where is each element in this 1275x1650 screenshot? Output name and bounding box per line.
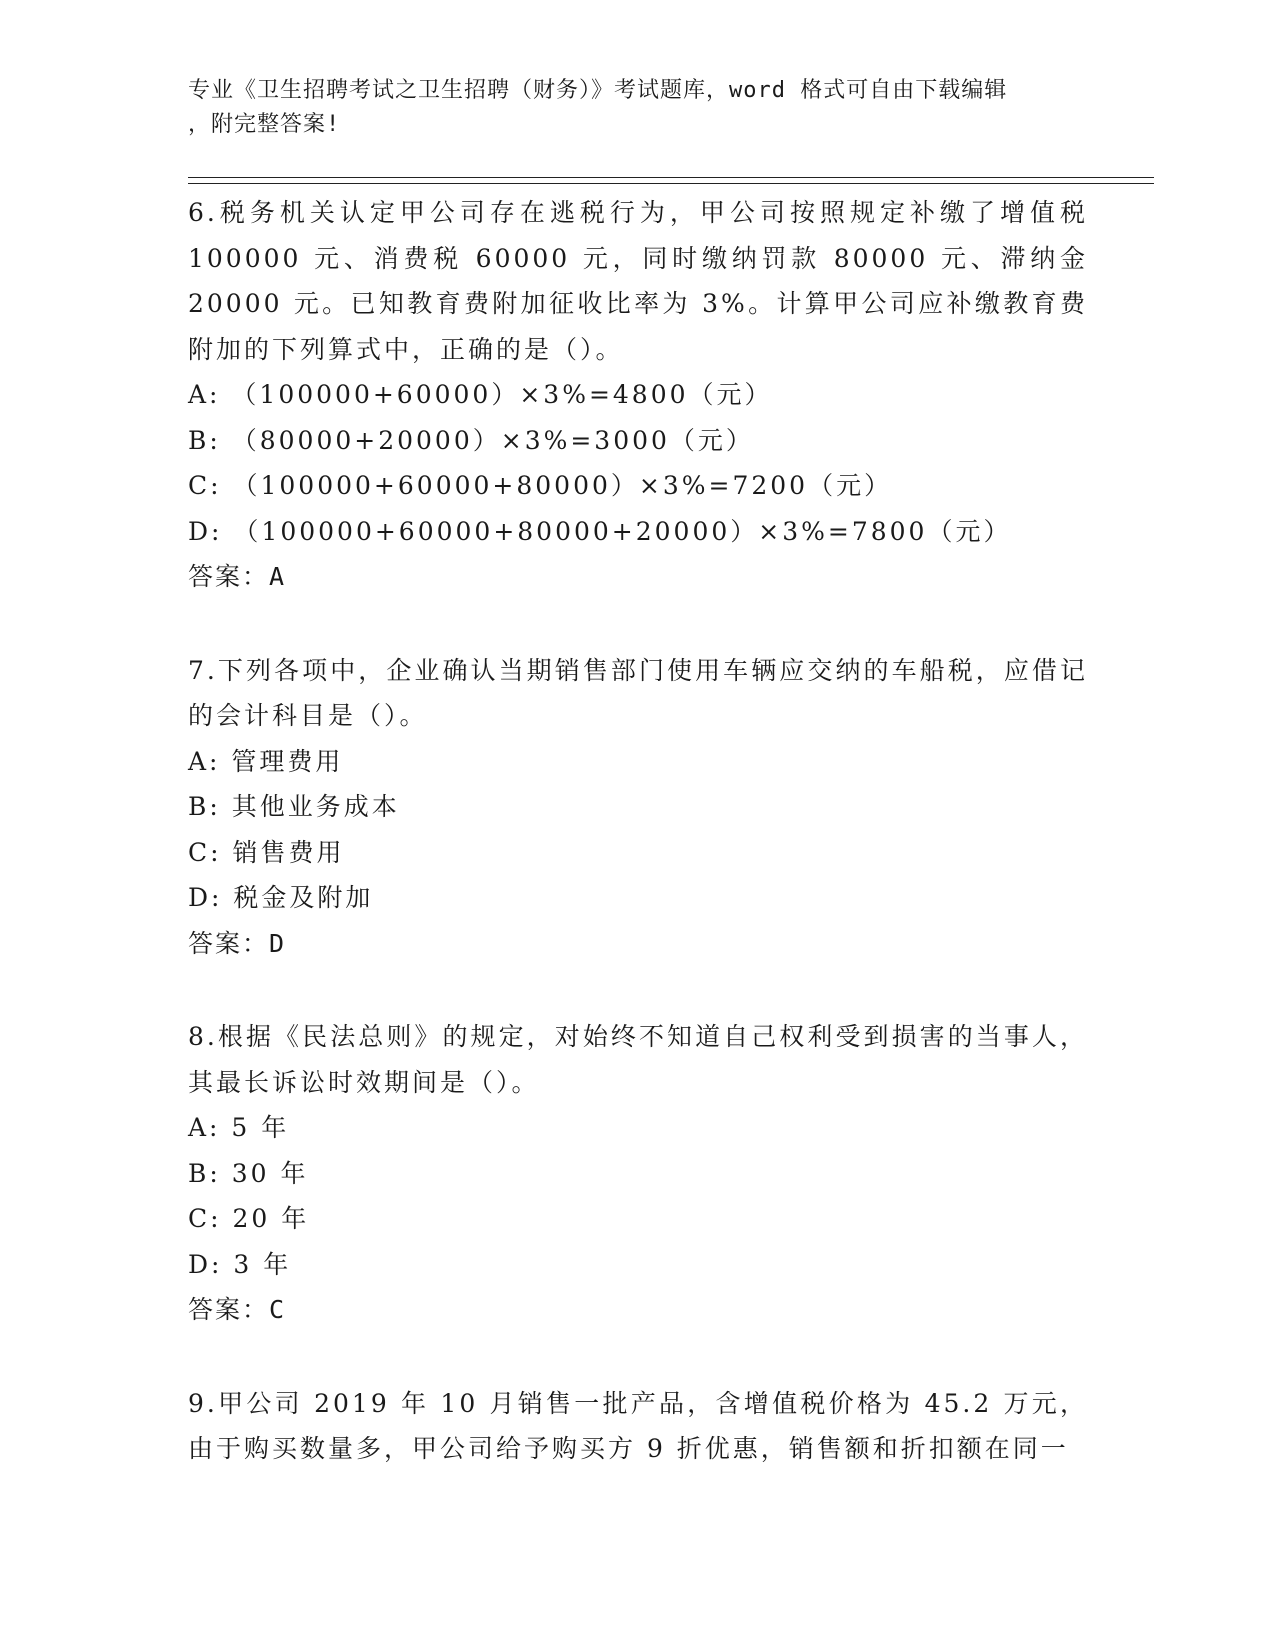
question-stem: 7.下列各项中，企业确认当期销售部门使用车辆应交纳的车船税，应借记的会计科目是（）。 xyxy=(188,655,1088,730)
question-8 xyxy=(188,1014,1088,1333)
option-d: D: 3 年 xyxy=(188,1249,292,1279)
option-a: A: 管理费用 xyxy=(188,746,344,776)
option-b: B: 30 年 xyxy=(188,1158,309,1188)
question-6 xyxy=(188,190,1088,600)
option-b: B: （80000+20000）×3%=3000（元） xyxy=(188,425,754,455)
option-c: C: 20 年 xyxy=(188,1204,310,1233)
question-list xyxy=(188,190,1088,1520)
answer-line: 答案：A xyxy=(188,562,287,591)
option-c: C: 销售费用 xyxy=(188,837,345,867)
answer-line: 答案：C xyxy=(188,1295,287,1324)
option-d: D: 税金及附加 xyxy=(188,883,374,912)
question-stem: 6.税务机关认定甲公司存在逃税行为，甲公司按照规定补缴了增值税 100000 元、消费税 60000 元，同时缴纳罚款 80000 元、滞纳金 20000 元。已知教育费附加征收比率为 3%。计算甲公司应补缴教育费附加的下列算式中，正确的是（）。 xyxy=(188,198,1088,364)
answer-line: 答案：D xyxy=(188,928,287,958)
header-divider-bottom xyxy=(188,183,1154,184)
question-stem: 9.甲公司 2019 年 10 月销售一批产品，含增值税价格为 45.2 万元，由于购买数量多，甲公司给予购买方 9 折优惠，销售额和折扣额在同一 xyxy=(188,1388,1088,1463)
option-d: D: （100000+60000+80000+20000）×3%=7800（元） xyxy=(188,516,1012,546)
option-a: A: （100000+60000）×3%=4800（元） xyxy=(188,380,773,409)
option-b: B: 其他业务成本 xyxy=(188,792,400,821)
header-line-2: ，附完整答案! xyxy=(188,112,341,137)
header-line-1: 专业《卫生招聘考试之卫生招聘（财务）》考试题库，word 格式可自由下载编辑 xyxy=(188,78,1008,103)
question-9 xyxy=(188,1381,1088,1472)
option-c: C: （100000+60000+80000）×3%=7200（元） xyxy=(188,471,893,500)
header-divider-top xyxy=(188,177,1154,178)
question-7 xyxy=(188,648,1088,967)
question-stem: 8.根据《民法总则》的规定，对始终不知道自己权利受到损害的当事人，其最长诉讼时效期间是（）。 xyxy=(188,1022,1088,1097)
document-header xyxy=(188,74,1088,142)
option-a: A: 5 年 xyxy=(188,1113,290,1142)
